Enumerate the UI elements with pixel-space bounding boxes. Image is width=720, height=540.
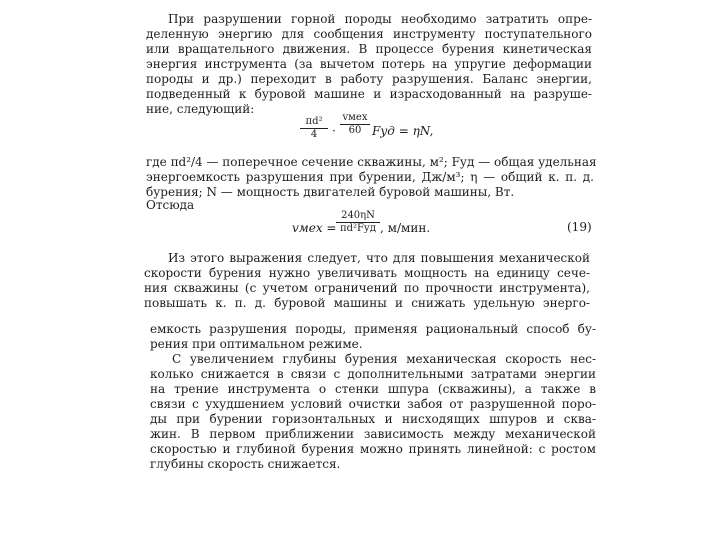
fraction-velocity-result: 240ηN πd²Fуд	[336, 210, 380, 235]
text-line: связи с ухудшением условий очистки забоя от разрушенной поро-	[150, 397, 596, 411]
equation-number: (19)	[567, 220, 592, 234]
text-line: емкость разрушения породы, применяя рациональный способ бу-	[150, 322, 596, 336]
fraction-cross-section: $\frac{\text{πd²}}{4}$	[300, 116, 328, 141]
text-line: Отсюда	[146, 198, 195, 212]
text-line: жин. В первом приближении зависимость между механической	[150, 427, 596, 441]
text-line: С увеличением глубины бурения механическая скорость нес-	[172, 352, 596, 366]
text-line: энергия инструмента (за вычетом потерь на упругие деформации	[146, 57, 592, 71]
fraction-velocity: vмех 60	[340, 112, 370, 137]
text-line: деленную энергию для сообщения инструменту поступательного	[146, 27, 592, 41]
text-line: породы и др.) переходит в работу разрушения. Баланс энергии,	[146, 72, 592, 86]
text-line: скоростью и глубиной бурения можно принять линейной: с ростом	[150, 442, 596, 456]
text-line: подведенный к буровой машине и израсходованный на разруше-	[146, 87, 592, 101]
text-line: повышать к. п. д. буровой машины и снижать удельную энерго-	[144, 296, 590, 310]
text-line: рения при оптимальном режиме.	[150, 337, 363, 351]
text-line: ды при бурении горизонтальных и нисходящих шпуров и сква-	[150, 412, 596, 426]
document-page: При разрушении горной породы необходимо затратить опре- деленную энергию для сообщения инструменту поступательного или вращательного движения. В процессе бурения кинетическая энергия инструмента (за вычетом потерь на упругие деформации породы и др.) переходит в работу разрушения. Баланс энергии, подведенный к буровой машине и израсходованный на разруше- ние, следующий: $\frac{\text{πd²}}{4}$ · vмех 60 Fуд = ηN, где πd²/4 — поперечное сечение скважины, м²; Fуд — общая удельная энергоемкость разрушения при бурении, Дж/м³; η — общий к. п. д. бурения; N — мощность двигателей буровой машины, Вт. Отсюда vмех = 240ηN πd²Fуд , м/мин. (19) Из этого выражения следует, что для повышения механической скорости бурения нужно увеличивать мощность на единицу сече- ния скважины (с учетом ограничений по прочности инструмента), повышать к. п. д. буровой машины и снижать удельную энерго- емкость разрушения породы, применяя рациональный способ бу- рения при оптимальном режиме. С увеличением глубины бурения механическая скорость нес- колько снижается в связи с дополнительными затратами энергии на трение инструмента о стенки шпура (скважины), а также в связи с ухудшением условий очистки забоя от разрушенной поро- ды при бурении горизонтальных и нисходящих шпуров и сква- жин. В первом приближении зависимость между механической скоростью и глубиной бурения можно принять линейной: с ростом глубины скорость снижается.	[144, 12, 597, 471]
text-line: колько снижается в связи с дополнительными затратами энергии	[150, 367, 596, 381]
text-line: ния скважины (с учетом ограничений по прочности инструмента),	[144, 281, 590, 295]
text-line: на трение инструмента о стенки шпура (скважины), а также в	[150, 382, 596, 396]
text-line: ние, следующий:	[146, 102, 255, 116]
text-line: энергоемкость разрушения при бурении, Дж/м³; η — общий к. п. д.	[146, 170, 594, 184]
text-line: или вращательного движения. В процессе бурения кинетическая	[146, 42, 592, 56]
text-line: бурения; N — мощность двигателей буровой машины, Вт.	[146, 185, 515, 199]
text-line: При разрушении горной породы необходимо затратить опре-	[168, 12, 592, 26]
text-line: Из этого выражения следует, что для повышения механической	[168, 251, 590, 265]
text-line: глубины скорость снижается.	[150, 457, 341, 471]
text-line: где πd²/4 — поперечное сечение скважины, м²; Fуд — общая удельная	[146, 155, 597, 169]
text-line: скорости бурения нужно увеличивать мощность на единицу сече-	[144, 266, 590, 280]
